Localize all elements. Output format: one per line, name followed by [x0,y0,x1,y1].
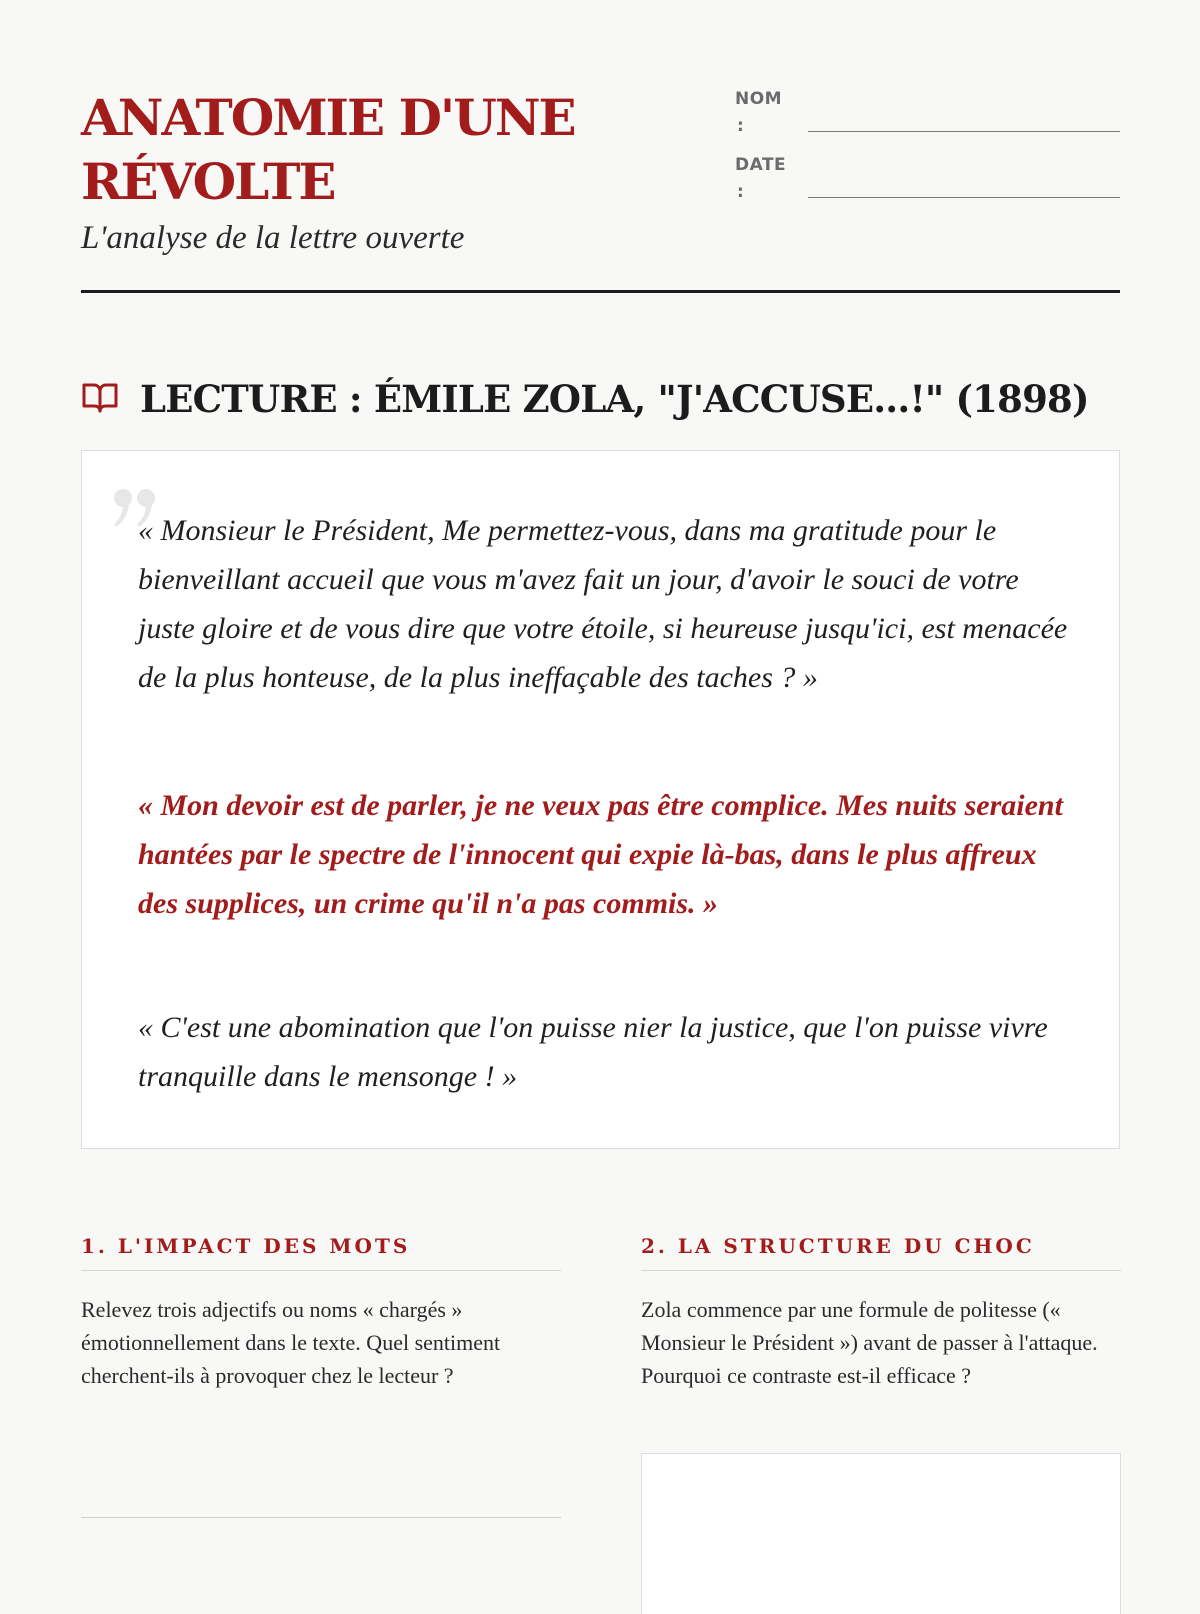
date-input-line[interactable] [808,197,1120,198]
name-colon: : [737,116,744,136]
page-subtitle: L'analyse de la lettre ouverte [81,220,465,256]
worksheet-page [81,0,1120,1600]
date-colon: : [737,182,744,202]
question-1-title: 1. L'IMPACT DES MOTS [81,1228,561,1271]
open-book-icon [81,380,119,414]
question-2-title: 2. LA STRUCTURE DU CHOC [641,1228,1121,1271]
name-field[interactable] [735,86,1120,142]
question-2-answer-box[interactable] [641,1453,1121,1614]
question-1-text: Relevez trois adjectifs ou noms « chargés » émotionnellement dans le texte. Quel sentiment cherchent-ils à provoquer chez le lecteur ? [81,1297,501,1388]
worksheet-header [81,86,1120,293]
quote-box [81,450,1120,1149]
quote-paragraph-1: « Monsieur le Président, Me permettez-vous, dans ma gratitude pour le bienveillant accueil que vous m'avez fait un jour, d'avoir le souci de votre juste gloire et de vous dire que votre étoile, si heureuse jusqu'ici, est menacée de la plus honteuse, de la plus ineffaçable des taches ? » [138,514,1068,694]
date-field[interactable] [735,152,1120,208]
name-input-line[interactable] [808,131,1120,132]
page-title: ANATOMIE D'UNE RÉVOLTE [81,88,575,211]
reading-section-heading [81,372,1120,428]
quote-paragraph-3: « C'est une abomination que l'on puisse nier la justice, que l'on puisse vivre tranquille dans le mensonge ! » [138,1011,1048,1093]
reading-title: LECTURE : ÉMILE ZOLA, "J'ACCUSE...!" (1898) [140,377,1089,421]
question-2-text: Zola commence par une formule de politesse (« Monsieur le Président ») avant de passer à l'attaque. Pourquoi ce contraste est-il efficace ? [641,1297,1098,1388]
question-1-answer-line[interactable] [81,1517,561,1518]
name-label: NOM [735,89,783,109]
quote-paragraph-2: « Mon devoir est de parler, je ne veux pas être complice. Mes nuits seraient hantées par le spectre de l'innocent qui expie là-bas, dans le plus affreux des supplices, un crime qu'il n'a pas commis. » [138,789,1063,920]
date-label: DATE [735,155,787,175]
